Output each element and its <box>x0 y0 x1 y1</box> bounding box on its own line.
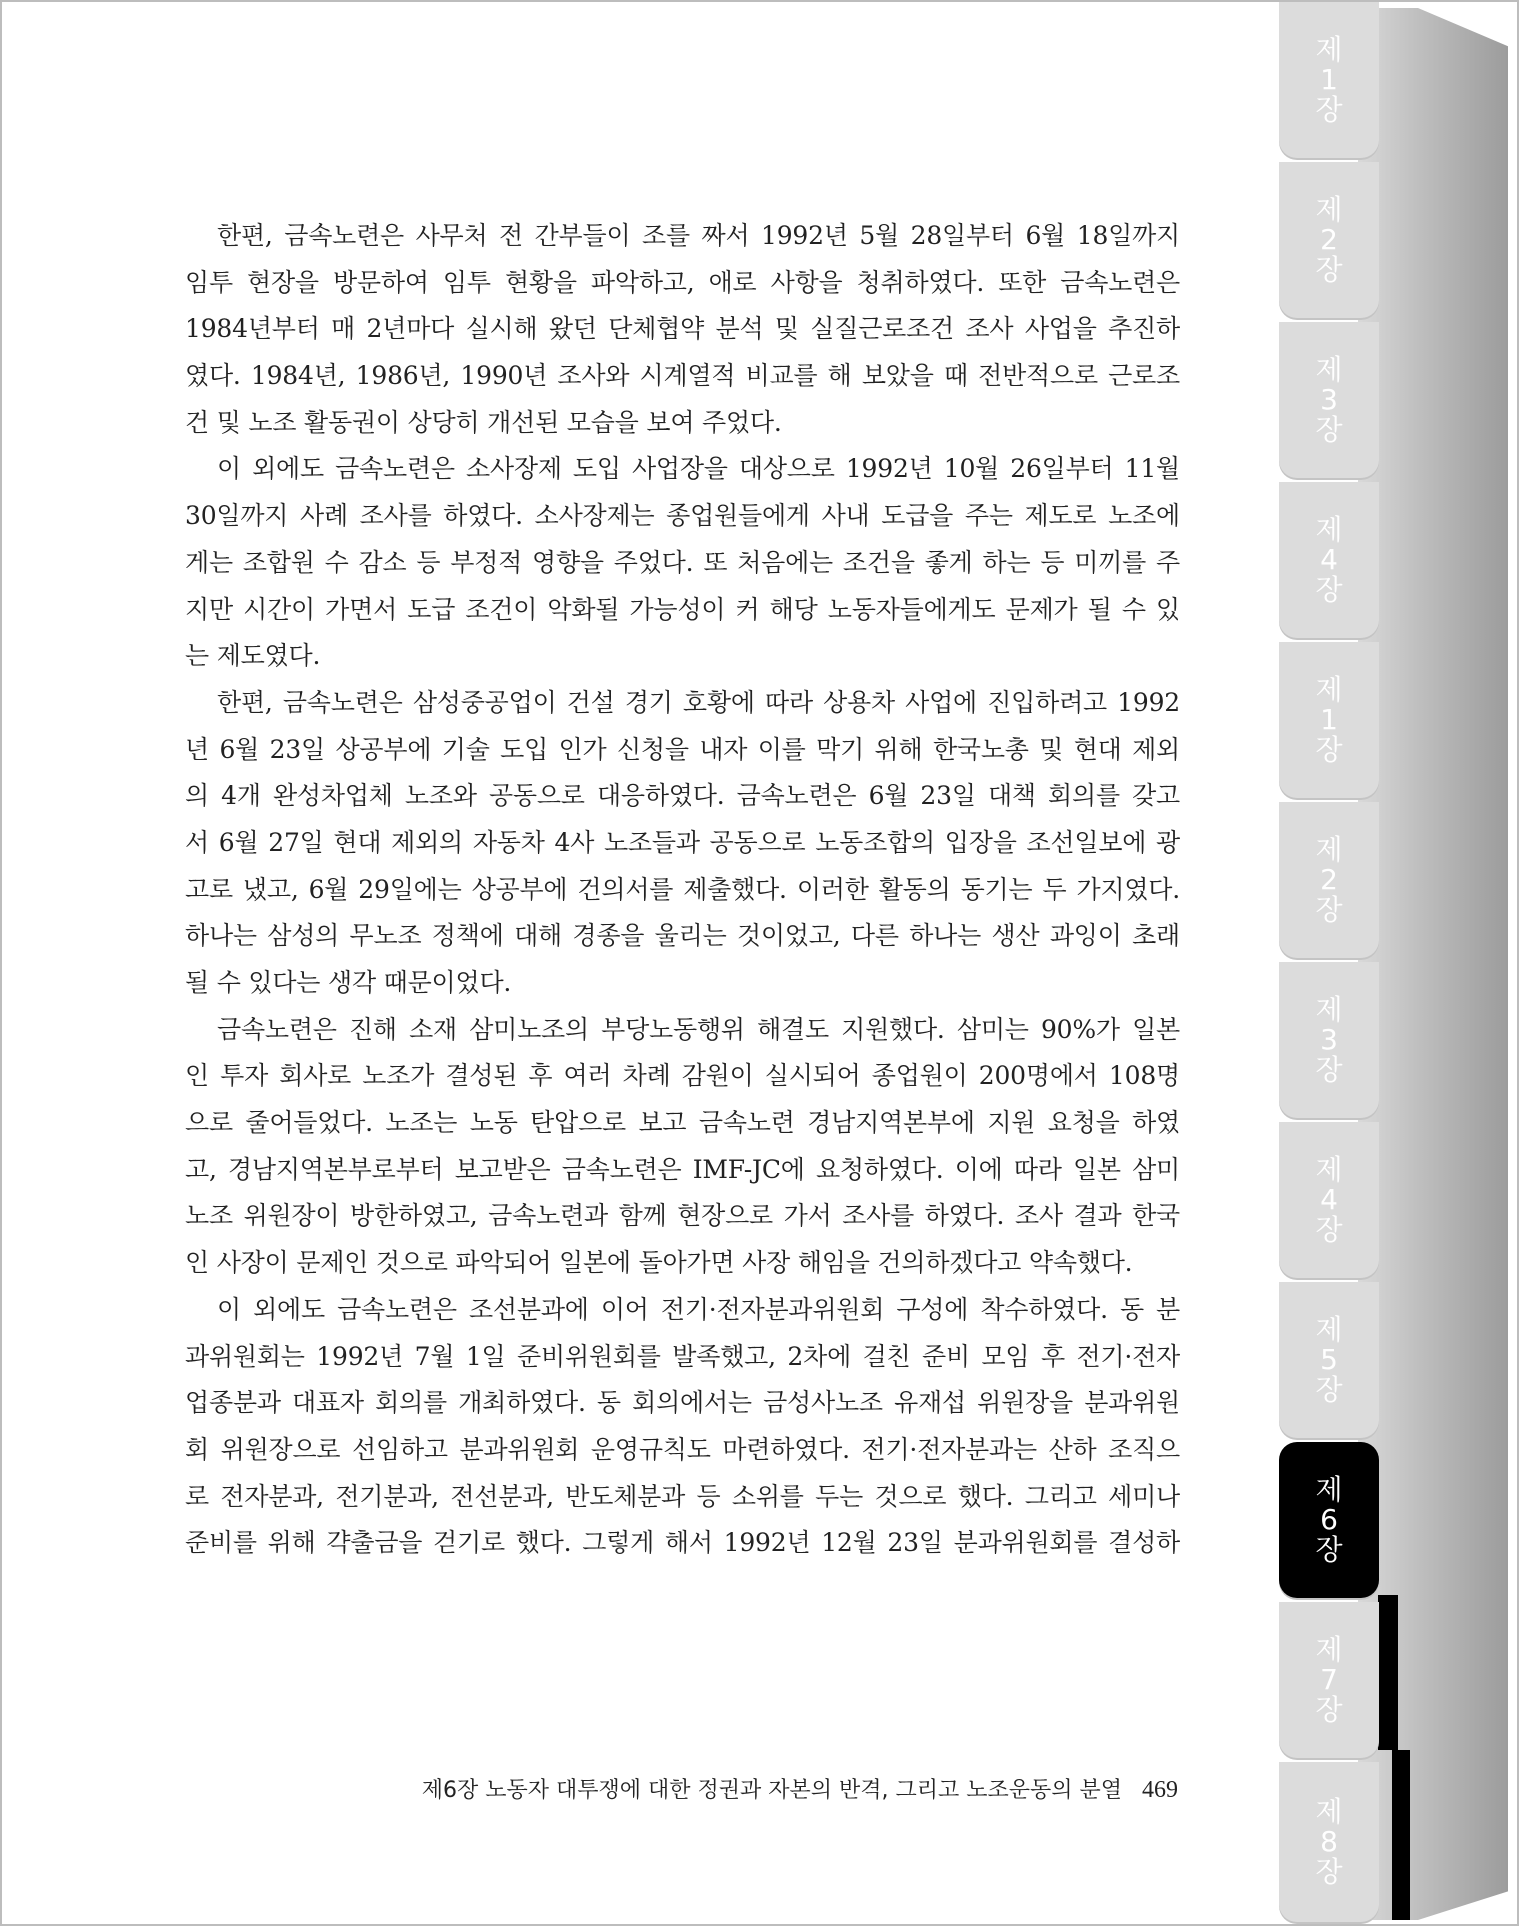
text-line: 임투 현장을 방문하여 임투 현황을 파악하고, 애로 사항을 청취하였다. 또한 금속노련은 <box>185 267 1180 297</box>
tab-number: 5 <box>1320 1343 1338 1376</box>
body-text <box>185 213 1180 1567</box>
text-line: 는 제도였다. <box>185 641 321 671</box>
text-line: 하나는 삼성의 무노조 정책에 대해 경종을 울리는 것이었고, 다른 하나는 생산 과잉이 초래 <box>185 921 1180 951</box>
chapter-tab[interactable] <box>1279 1122 1379 1278</box>
text-line: 서 6월 27일 현대 제외의 자동차 4사 노조들과 공동으로 노동조합의 입장을 조선일보에 광 <box>185 827 1180 857</box>
text-line: 이 외에도 금속노련은 소사장제 도입 사업장을 대상으로 1992년 10월 26일부터 11월 <box>217 454 1180 484</box>
tab-label-suffix: 장 <box>1315 1213 1343 1246</box>
running-title: 제6장 노동자 대투쟁에 대한 정권과 자본의 반격, 그리고 노조운동의 분열 <box>421 1778 1122 1803</box>
tab-label-suffix: 장 <box>1315 1693 1343 1726</box>
chapter-tab[interactable] <box>1279 642 1379 798</box>
chapter-tab[interactable] <box>1279 1762 1379 1922</box>
text-line: 의 4개 완성차업체 노조와 공동으로 대응하였다. 금속노련은 6월 23일 대책 회의를 갖고 <box>185 781 1180 811</box>
tab-number: 1 <box>1320 63 1338 96</box>
text-line: 였다. 1984년, 1986년, 1990년 조사와 시계열적 비교를 해 보았을 때 전반적으로 근로조 <box>185 361 1180 391</box>
tab-number: 4 <box>1320 1183 1338 1216</box>
text-line: 회 위원장으로 선임하고 분과위원회 운영규칙도 마련하였다. 전기·전자분과는 산하 조직으 <box>185 1434 1180 1464</box>
text-line: 건 및 노조 활동권이 상당히 개선된 모습을 보여 주었다. <box>185 407 782 437</box>
chapter-tab-active[interactable] <box>1279 1442 1379 1598</box>
book-edge-marker <box>1378 1595 1398 1750</box>
tab-label-prefix: 제 <box>1315 1633 1343 1666</box>
tab-label-prefix: 제 <box>1315 833 1343 866</box>
tab-label-prefix: 제 <box>1315 1795 1343 1828</box>
text-line: 한편, 금속노련은 사무처 전 간부들이 조를 짜서 1992년 5월 28일부터 6월 18일까지 <box>217 221 1180 250</box>
text-line: 될 수 있다는 생각 때문이었다. <box>185 968 512 997</box>
chapter-tab[interactable] <box>1279 162 1379 318</box>
tab-label-suffix: 장 <box>1315 893 1343 926</box>
tab-label-suffix: 장 <box>1315 733 1343 766</box>
text-line: 게는 조합원 수 감소 등 부정적 영향을 주었다. 또 처음에는 조건을 좋게 하는 등 미끼를 주 <box>185 547 1180 577</box>
text-line: 노조 위원장이 방한하였고, 금속노련과 함께 현장으로 가서 조사를 하였다. 조사 결과 한국 <box>185 1201 1180 1231</box>
text-line: 인 사장이 문제인 것으로 파악되어 일본에 돌아가면 사장 해임을 건의하겠다고 약속했다. <box>185 1248 1133 1278</box>
tab-label-suffix: 장 <box>1315 413 1343 446</box>
tab-label-prefix: 제 <box>1315 33 1343 66</box>
tab-label-prefix: 제 <box>1315 1153 1343 1186</box>
tab-label-suffix: 장 <box>1315 1373 1343 1406</box>
tab-number: 2 <box>1320 863 1338 896</box>
text-line: 고, 경남지역본부로부터 보고받은 금속노련은 IMF-JC에 요청하였다. 이에 따라 일본 삼미 <box>185 1154 1180 1184</box>
tab-number: 1 <box>1320 703 1338 736</box>
text-line: 이 외에도 금속노련은 조선분과에 이어 전기·전자분과위원회 구성에 착수하였다. 동 분 <box>217 1294 1180 1324</box>
text-line: 인 투자 회사로 노조가 결성된 후 여러 차례 감원이 실시되어 종업원이 200명에서 108명 <box>185 1061 1180 1091</box>
tab-number: 2 <box>1320 223 1338 256</box>
chapter-tab[interactable] <box>1279 1602 1379 1758</box>
book-edge-marker <box>1392 1750 1410 1920</box>
tab-label-suffix: 장 <box>1315 1855 1343 1888</box>
tab-label-suffix: 장 <box>1315 1053 1343 1086</box>
tab-label-suffix: 장 <box>1315 93 1343 126</box>
tab-number: 8 <box>1320 1825 1338 1858</box>
tab-label-prefix: 제 <box>1315 513 1343 546</box>
chapter-tab[interactable] <box>1279 2 1379 158</box>
page-footer <box>0 1773 1178 1804</box>
chapter-tab[interactable] <box>1279 1282 1379 1438</box>
text-line: 지만 시간이 가면서 도급 조건이 악화될 가능성이 커 해당 노동자들에게도 문제가 될 수 있 <box>185 594 1180 624</box>
tab-label-prefix: 제 <box>1315 1313 1343 1346</box>
text-line: 한편, 금속노련은 삼성중공업이 건설 경기 호황에 따라 상용차 사업에 진입하려고 1992 <box>217 687 1180 717</box>
text-line: 30일까지 사례 조사를 하였다. 소사장제는 종업원들에게 사내 도급을 주는 제도로 노조에 <box>185 501 1180 531</box>
tab-number: 6 <box>1320 1503 1338 1536</box>
tab-label-prefix: 제 <box>1315 993 1343 1026</box>
text-line: 년 6월 23일 상공부에 기술 도입 인가 신청을 내자 이를 막기 위해 한국노총 및 현대 제외 <box>185 734 1180 764</box>
tab-label-suffix: 장 <box>1315 1533 1343 1566</box>
text-line: 으로 줄어들었다. 노조는 노동 탄압으로 보고 금속노련 경남지역본부에 지원 요청을 하였 <box>185 1108 1180 1138</box>
chapter-tab[interactable] <box>1279 802 1379 958</box>
tab-label-prefix: 제 <box>1315 673 1343 706</box>
chapter-tab[interactable] <box>1279 482 1379 638</box>
tab-number: 3 <box>1320 383 1338 416</box>
tab-number: 3 <box>1320 1023 1338 1056</box>
tab-label-prefix: 제 <box>1315 193 1343 226</box>
page-number: 469 <box>1142 1777 1178 1803</box>
text-line: 고로 냈고, 6월 29일에는 상공부에 건의서를 제출했다. 이러한 활동의 동기는 두 가지였다. <box>185 874 1180 904</box>
text-line: 로 전자분과, 전기분과, 전선분과, 반도체분과 등 소위를 두는 것으로 했다. 그리고 세미나 <box>185 1481 1180 1511</box>
tab-label-suffix: 장 <box>1315 253 1343 286</box>
chapter-tab[interactable] <box>1279 962 1379 1118</box>
text-line: 금속노련은 진해 소재 삼미노조의 부당노동행위 해결도 지원했다. 삼미는 90%가 일본 <box>217 1014 1180 1044</box>
text-line: 과위원회는 1992년 7월 1일 준비위원회를 발족했고, 2차에 걸친 준비 모임 후 전기·전자 <box>185 1341 1180 1371</box>
chapter-tab[interactable] <box>1279 322 1379 478</box>
tab-label-prefix: 제 <box>1315 353 1343 386</box>
text-line: 1984년부터 매 2년마다 실시해 왔던 단체협약 분석 및 실질근로조건 조사 사업을 추진하 <box>185 314 1180 344</box>
tab-label-suffix: 장 <box>1315 573 1343 606</box>
tab-number: 4 <box>1320 543 1338 576</box>
text-line: 업종분과 대표자 회의를 개최하였다. 동 회의에서는 금성사노조 유재섭 위원장을 분과위원 <box>185 1388 1180 1418</box>
tab-number: 7 <box>1320 1663 1338 1696</box>
tab-label-prefix: 제 <box>1315 1473 1343 1506</box>
text-line: 준비를 위해 갹출금을 걷기로 했다. 그렇게 해서 1992년 12월 23일 분과위원회를 결성하 <box>185 1528 1180 1558</box>
